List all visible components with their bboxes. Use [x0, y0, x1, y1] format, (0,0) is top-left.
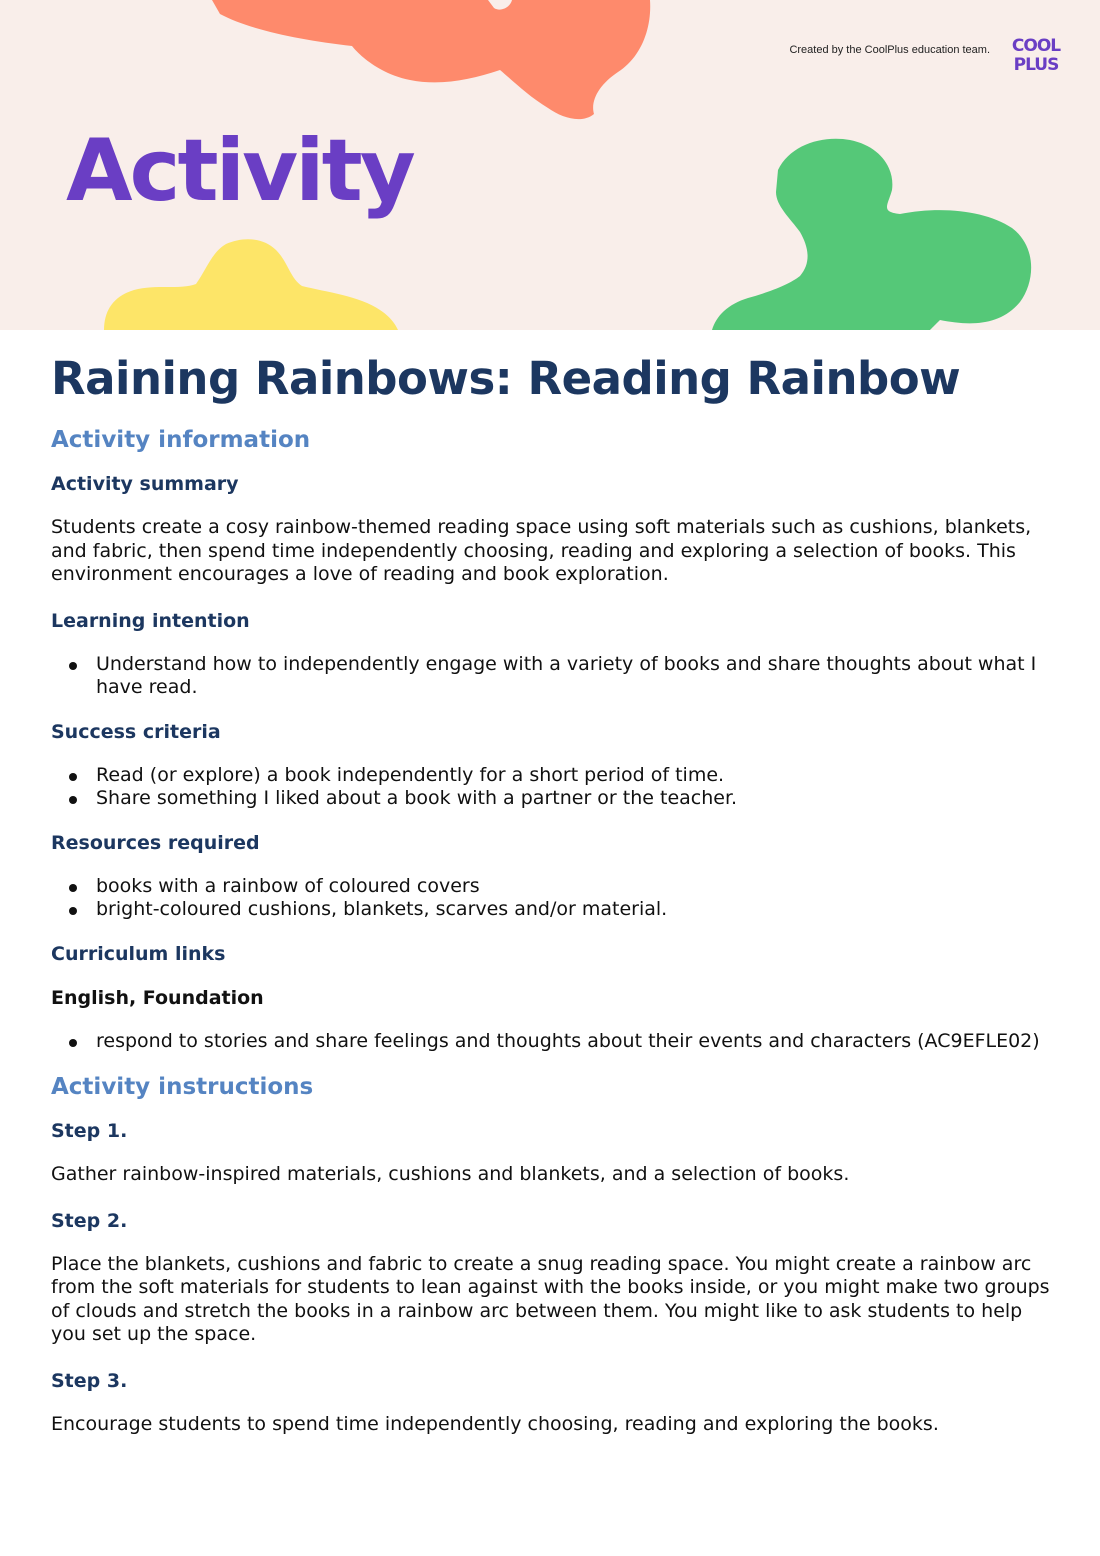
step-1-text: Gather rainbow-inspired materials, cushions and blankets, and a selection of books.	[51, 1163, 850, 1185]
list-item: respond to stories and share feelings and thoughts about their events and characters (AC9EFLE02)	[51, 1030, 1051, 1054]
section-activity-information: Activity information	[51, 427, 311, 453]
header-banner	[0, 0, 1100, 330]
svg-text:COOL: COOL	[1011, 36, 1061, 56]
resources-list	[51, 875, 1051, 922]
list-item: Share something I liked about a book with a partner or the teacher.	[51, 787, 1051, 811]
hero-title: Activity	[66, 121, 413, 221]
coolplus-logo	[1004, 34, 1068, 74]
list-item: books with a rainbow of coloured covers	[51, 875, 1051, 899]
learning-intention-heading: Learning intention	[51, 609, 250, 632]
list-item: Understand how to independently engage with a variety of books and share thoughts about what I have read.	[51, 653, 1051, 700]
step-1-label: Step 1.	[51, 1120, 128, 1142]
success-criteria-list	[51, 764, 1051, 811]
learning-intention-list	[51, 653, 1051, 700]
success-criteria-heading: Success criteria	[51, 720, 221, 743]
coral-blob	[212, 0, 650, 119]
curriculum-links-heading: Curriculum links	[51, 942, 226, 965]
list-item: bright-coloured cushions, blankets, scarves and/or material.	[51, 898, 1051, 922]
yellow-blob	[104, 239, 398, 330]
curriculum-list	[51, 1030, 1051, 1054]
step-2-label: Step 2.	[51, 1209, 128, 1232]
step-2-text: Place the blankets, cushions and fabric to create a snug reading space. You might create a rainbow arc from the soft materials for students to lean against with the books inside, or you might make two groups of clouds and stretch the books in a rainbow arc between them. You might like to ask students to help you set up the space.	[51, 1252, 1050, 1345]
activity-summary-text: Students create a cosy rainbow-themed reading space using soft materials such as cushions, blankets, and fabric, then spend time independently choosing, reading and exploring a selection of books. This environment encourages a love of reading and book exploration.	[51, 516, 1032, 585]
curriculum-subject: English, Foundation	[51, 986, 264, 1009]
activity-summary-heading: Activity summary	[51, 473, 239, 495]
resources-required-heading: Resources required	[51, 831, 260, 854]
credit-text: Created by the CoolPlus education team.	[789, 44, 990, 56]
document-title: Raining Rainbows: Reading Rainbow	[51, 352, 961, 405]
step-3-label: Step 3.	[51, 1369, 128, 1392]
step-3-text: Encourage students to spend time independently choosing, reading and exploring the books.	[51, 1412, 939, 1435]
section-activity-instructions: Activity instructions	[51, 1074, 314, 1100]
green-blob	[712, 139, 1031, 330]
document-body	[51, 350, 1051, 1458]
svg-text:PLUS: PLUS	[1013, 55, 1059, 74]
list-item: Read (or explore) a book independently for a short period of time.	[51, 764, 1051, 788]
